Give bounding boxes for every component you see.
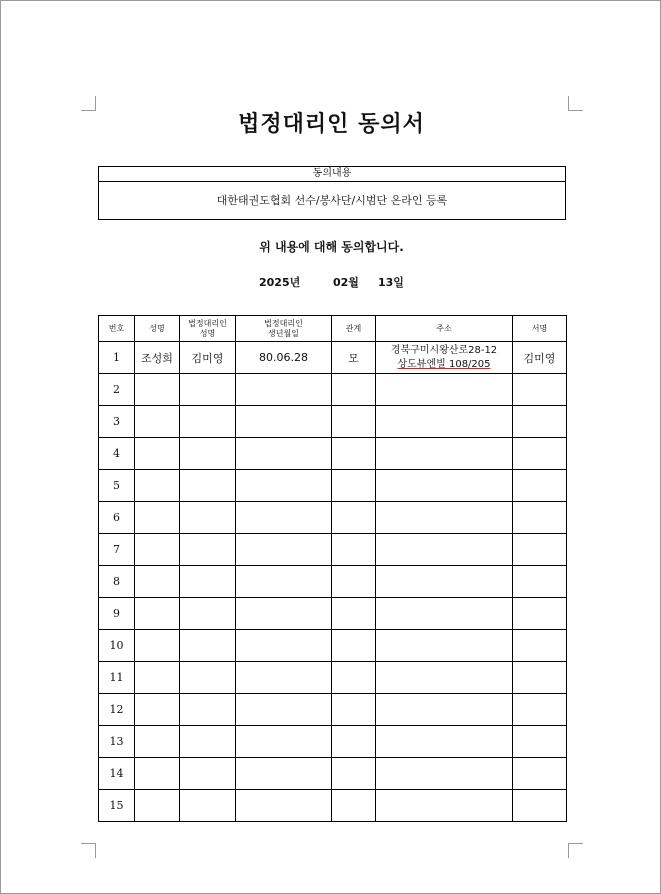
agreement-statement: 위 내용에 대해 동의합니다. [259,240,404,254]
cell-no: 13 [99,726,135,758]
cell-birth [236,470,332,502]
cell-signature [513,662,567,694]
table-row [99,662,567,694]
cell-birth [236,438,332,470]
cell-no: 8 [99,566,135,598]
cell-name [135,726,180,758]
cell-name [135,662,180,694]
cell-relation [332,502,376,534]
cell-signature [513,406,567,438]
cell-birth [236,406,332,438]
cell-address [376,470,513,502]
header-address: 주소 [376,316,513,342]
cell-no: 4 [99,438,135,470]
cell-relation [332,406,376,438]
cell-relation [332,438,376,470]
consent-box [98,166,566,220]
header-guardian-birth [236,316,332,342]
cell-address [376,342,513,374]
cell-signature [513,694,567,726]
cell-address [376,406,513,438]
cell-signature [513,374,567,406]
table-row [99,374,567,406]
cell-relation [332,374,376,406]
cell-no: 2 [99,374,135,406]
date-year: 2025년 [259,276,301,289]
cell-address [376,566,513,598]
crop-mark-bottom-left [81,843,96,858]
cell-name [135,534,180,566]
header-guardian-name [180,316,236,342]
cell-no: 6 [99,502,135,534]
cell-no: 15 [99,790,135,822]
date-month: 02월 [333,276,359,289]
guardian-table [98,315,567,822]
cell-guardian [180,438,236,470]
cell-no: 1 [99,342,135,374]
cell-guardian: 김미영 [180,342,236,374]
cell-signature [513,438,567,470]
cell-guardian [180,598,236,630]
consent-body: 대한태권도협회 선수/봉사단/시범단 온라인 등록 [216,194,448,207]
table-row [99,598,567,630]
cell-birth [236,662,332,694]
table-row [99,534,567,566]
cell-signature [513,598,567,630]
cell-guardian [180,758,236,790]
date-day: 13일 [378,276,404,289]
cell-no: 12 [99,694,135,726]
cell-relation [332,694,376,726]
cell-name: 조성희 [135,342,180,374]
cell-address [376,662,513,694]
cell-signature [513,790,567,822]
header-guardian-birth-line2: 생년월일 [268,328,299,338]
header-no: 번호 [99,316,135,342]
header-guardian-name-line2: 성명 [199,328,216,338]
document-title: 법정대리인 동의서 [238,112,425,137]
cell-signature [513,470,567,502]
cell-no: 11 [99,662,135,694]
cell-guardian [180,694,236,726]
cell-address [376,502,513,534]
header-guardian-birth-line1: 법정대리인 [264,318,303,328]
cell-relation [332,598,376,630]
table-row [99,758,567,790]
header-signature: 서명 [513,316,567,342]
cell-birth [236,726,332,758]
cell-guardian [180,470,236,502]
cell-name [135,790,180,822]
cell-guardian [180,534,236,566]
cell-no: 10 [99,630,135,662]
cell-address [376,374,513,406]
header-guardian-name-line1: 법정대리인 [188,318,227,328]
table-row [99,502,567,534]
cell-guardian [180,502,236,534]
cell-signature [513,630,567,662]
table-row [99,566,567,598]
header-name: 성명 [135,316,180,342]
cell-birth [236,598,332,630]
table-row [99,406,567,438]
cell-address [376,630,513,662]
cell-name [135,502,180,534]
table-row [99,470,567,502]
cell-relation [332,662,376,694]
cell-signature: 김미영 [513,342,567,374]
cell-guardian [180,406,236,438]
cell-signature [513,502,567,534]
cell-relation [332,630,376,662]
cell-birth [236,502,332,534]
cell-no: 9 [99,598,135,630]
table-row [99,342,567,374]
cell-guardian [180,630,236,662]
cell-relation [332,726,376,758]
cell-name [135,694,180,726]
cell-name [135,566,180,598]
cell-address-line2: 상도뷰엔빌 108/205 [397,358,491,370]
cell-birth [236,566,332,598]
cell-address [376,694,513,726]
cell-signature [513,758,567,790]
table-row [99,630,567,662]
cell-no: 14 [99,758,135,790]
cell-birth [236,534,332,566]
cell-guardian [180,662,236,694]
cell-name [135,470,180,502]
table-header-row [99,316,567,342]
cell-guardian [180,566,236,598]
cell-name [135,758,180,790]
header-relation: 관계 [332,316,376,342]
cell-birth: 80.06.28 [236,342,332,374]
cell-address [376,758,513,790]
cell-relation [332,758,376,790]
cell-birth [236,630,332,662]
cell-guardian [180,374,236,406]
cell-birth [236,374,332,406]
table-row [99,694,567,726]
cell-relation [332,566,376,598]
cell-name [135,598,180,630]
cell-name [135,630,180,662]
cell-birth [236,758,332,790]
cell-name [135,374,180,406]
cell-birth [236,694,332,726]
cell-signature [513,726,567,758]
cell-guardian [180,790,236,822]
cell-address [376,790,513,822]
cell-no: 5 [99,470,135,502]
cell-guardian [180,726,236,758]
crop-mark-bottom-right [568,843,583,858]
table-row [99,438,567,470]
cell-no: 3 [99,406,135,438]
cell-address [376,438,513,470]
cell-birth [236,790,332,822]
cell-address [376,598,513,630]
cell-address-line1: 경북구미시왕산로28-12 [390,344,498,356]
cell-name [135,406,180,438]
cell-relation [332,470,376,502]
cell-address [376,534,513,566]
cell-relation [332,790,376,822]
cell-name [135,438,180,470]
table-row [99,726,567,758]
consent-header: 동의내용 [99,167,565,182]
table-row [99,790,567,822]
cell-no: 7 [99,534,135,566]
cell-relation [332,534,376,566]
cell-signature [513,566,567,598]
cell-relation: 모 [332,342,376,374]
cell-address [376,726,513,758]
cell-signature [513,534,567,566]
